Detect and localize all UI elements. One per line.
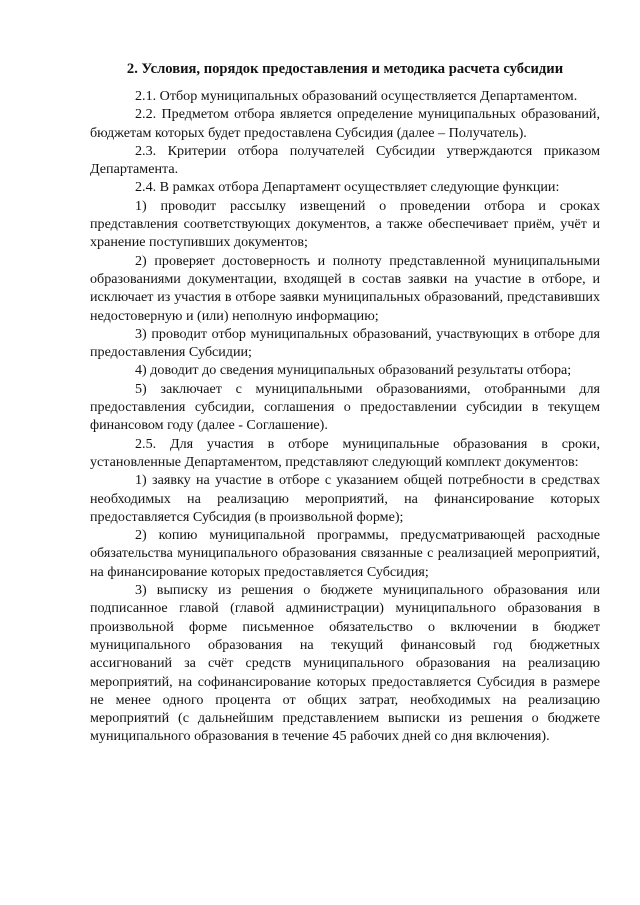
paragraph-2-5-item-2: 2) копию муниципальной программы, предусматривающей расходные обязательства муниципального образования связанные с реализацией мероприятий, на финансирование которых предоставляется Субсидия; [90,527,600,580]
paragraph-2-3: 2.3. Критерии отбора получателей Субсидии утверждаются приказом Департамента. [90,142,600,178]
paragraph-2-4: 2.4. В рамках отбора Департамент осуществляет следующие функции: [135,179,560,196]
paragraph-2-4-item-4: 4) доводит до сведения муниципальных образований результаты отбора; [135,362,572,379]
paragraph-2-4-item-3: 3) проводит отбор муниципальных образований, участвующих в отборе для предоставления Субсидии; [90,325,600,361]
document-page [90,60,600,746]
paragraph-2-5: 2.5. Для участия в отборе муниципальные образования в сроки, установленные Департаментом, представляют следующий комплект документов: [90,435,600,470]
paragraph-2-4-item-1: 1) проводит рассылку извещений о проведении отбора и сроках представления соответствующих документов, а также обеспечивает приём, учёт и хранение поступивших документов; [90,197,600,251]
paragraph-2-5-item-3: 3) выписку из решения о бюджете муниципального образования или подписанное главой (главой администрации) муниципального образования в произвольной форме письменное обязательство о включении в бюджет муниципального образования на текущий финансовый год бюджетных ассигнований за счёт средств муниципального образования на реализацию мероприятий, на софинансирование которых предоставляется Субсидия в размере не менее одного процента от общих затрат, необходимых на реализацию мероприятий (с дальнейшим представлением выписки из решения о бюджете муниципального образования в течение 45 рабочих дней со дня включения). [90,582,600,745]
paragraph-2-5-item-1: 1) заявку на участие в отборе с указанием общей потребности в средствах необходимых на реализацию мероприятий, на финансирование которых предоставляется Субсидия (в произвольной форме); [90,472,600,525]
section-heading: 2. Условия, порядок предоставления и методика расчета субсидии [126,61,564,77]
paragraph-2-1: 2.1. Отбор муниципальных образований осуществляется Департаментом. [135,88,578,104]
paragraph-2-4-item-5: 5) заключает с муниципальными образованиями, отобранными для предоставления субсидии, соглашения о предоставлении субсидии в текущем финансовом году (далее - Соглашение). [90,380,600,434]
paragraph-2-2: 2.2. Предметом отбора является определение муниципальных образований, бюджетам которых будет предоставлена Субсидия (далее – Получатель). [90,106,600,141]
paragraph-2-4-item-2: 2) проверяет достоверность и полноту представленной муниципальными образованиями документации, входящей в состав заявки на участие в отборе, и исключает из участия в отборе заявки муниципальных образований, представивших недостоверную и (или) неполную информацию; [90,252,600,324]
